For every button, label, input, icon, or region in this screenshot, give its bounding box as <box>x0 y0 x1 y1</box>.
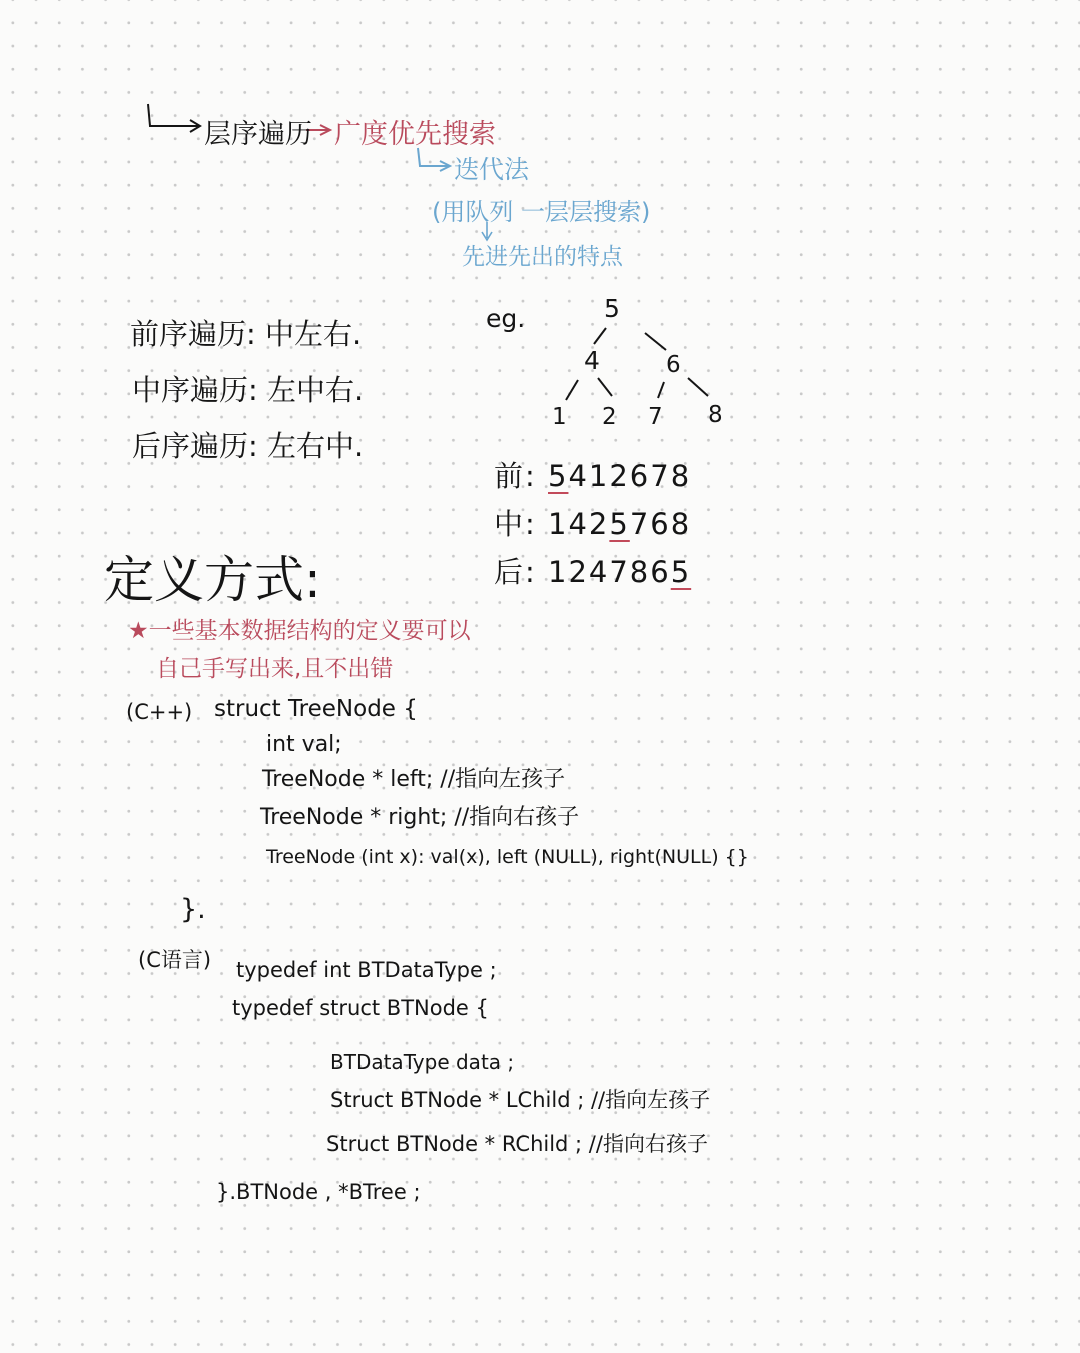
cpp-line4: TreeNode * right; //指向右孩子 <box>260 805 580 830</box>
c-line1: typedef int BTDataType ; <box>236 958 497 982</box>
tree-node-rl: 7 <box>648 404 663 430</box>
edge-6-7 <box>658 382 664 398</box>
edge-4-2 <box>598 378 612 396</box>
definition-note-line2: 自己手写出来,且不出错 <box>156 656 394 682</box>
cpp-line6: }. <box>180 894 206 925</box>
c-line3: BTDataType data ; <box>330 1050 515 1074</box>
blue-hook-arrow <box>418 148 450 171</box>
cpp-line2: int val; <box>266 732 342 757</box>
cpp-line3: TreeNode * left; //指向左孩子 <box>262 767 566 792</box>
iteration-label: 迭代法 <box>454 155 530 184</box>
pre-label: 前: <box>494 459 537 493</box>
edge-5-4 <box>594 328 606 344</box>
in-part-b: 768 <box>629 507 692 541</box>
level-order-label: 层序遍历 <box>204 119 312 150</box>
tree-node-rr: 8 <box>708 402 723 428</box>
definition-title: 定义方式: <box>104 551 321 609</box>
tree-node-lr: 2 <box>602 404 617 430</box>
pre-root: 5 <box>548 459 569 493</box>
in-root: 5 <box>609 507 630 541</box>
eg-label: eg. <box>486 304 526 333</box>
inorder-rule: 中序遍历: 左中右. <box>132 373 364 407</box>
definition-note-line1: ★一些基本数据结构的定义要可以 <box>128 618 471 644</box>
c-line4: Struct BTNode * LChild ; //指向左孩子 <box>330 1088 711 1112</box>
hook-arrow-main <box>148 104 198 126</box>
c-line6: }.BTNode , *BTree ; <box>216 1180 421 1204</box>
tree-node-ll: 1 <box>552 404 567 430</box>
edge-4-1 <box>566 380 578 400</box>
inorder-result <box>494 502 691 543</box>
post-rest: 124786 <box>548 555 671 589</box>
cpp-line1: struct TreeNode { <box>214 696 418 722</box>
c-line2: typedef struct BTNode { <box>232 996 489 1020</box>
in-label: 中: <box>494 507 537 541</box>
edge-6-8 <box>688 378 708 396</box>
cpp-label: (C++) <box>126 700 193 724</box>
c-label: (C语言) <box>138 948 212 972</box>
c-line5: Struct BTNode * RChild ; //指向右孩子 <box>326 1132 708 1156</box>
tree-node-right: 6 <box>666 352 681 378</box>
preorder-result <box>494 454 691 495</box>
pre-rest: 412678 <box>568 459 692 493</box>
bfs-label: 广度优先搜索 <box>334 119 496 150</box>
post-label: 后: <box>494 555 537 589</box>
edge-5-6 <box>645 333 666 350</box>
queue-note: (用队列 一层层搜索) <box>432 198 651 226</box>
fifo-note: 先进先出的特点 <box>462 244 623 270</box>
postorder-rule: 后序遍历: 左右中. <box>132 429 364 463</box>
post-root: 5 <box>670 555 692 589</box>
tree-node-root: 5 <box>604 294 620 323</box>
preorder-rule: 前序遍历: 中左右. <box>130 317 362 351</box>
in-part-a: 142 <box>548 507 610 541</box>
postorder-result <box>494 550 691 591</box>
cpp-line5: TreeNode (int x): val(x), left (NULL), right(NULL) {} <box>266 846 749 868</box>
tree-node-left: 4 <box>584 346 600 375</box>
